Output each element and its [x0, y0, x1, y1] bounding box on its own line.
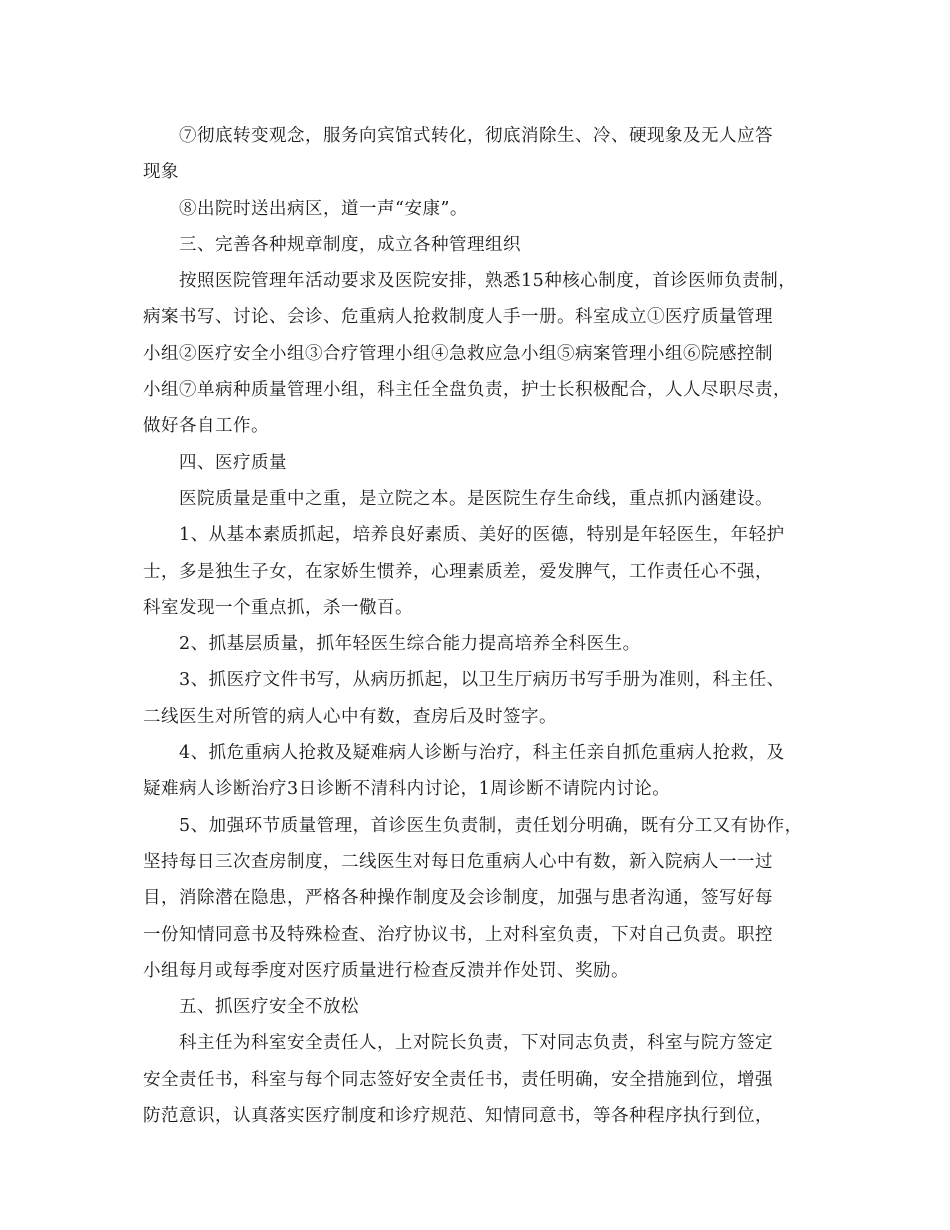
text-line: 小组②医疗安全小组③合疗管理小组④急救应急小组⑤病案管理小组⑥院感控制 [143, 343, 773, 364]
text-line: 病案书写、讨论、会诊、危重病人抢救制度人手一册。科室成立①医疗质量管理 [143, 307, 773, 328]
text-line: 安全责任书，科室与每个同志签好安全责任书，责任明确，安全措施到位，增强 [143, 1069, 773, 1090]
text-line: 二线医生对所管的病人心中有数，查房后及时签字。 [143, 706, 557, 727]
text-line: 目，消除潜在隐患，严格各种操作制度及会诊制度，加强与患者沟通，签写好每 [143, 888, 773, 909]
text-line: 3、抓医疗文件书写，从病历抓起，以卫生厅病历书写手册为准则，科主任、 [179, 670, 785, 691]
text-line: 小组⑦单病种质量管理小组，科主任全盘负责，护士长积极配合，人人尽职尽责， [143, 380, 791, 401]
paragraph [143, 808, 813, 989]
text-line: 科主任为科室安全责任人，上对院长负责，下对同志负责，科室与院方签定 [179, 1033, 773, 1054]
text-line: 做好各自工作。 [143, 416, 269, 437]
text-line: 小组每月或每季度对医疗质量进行检查反溃并作处罚、奖励。 [143, 960, 629, 981]
text-line: 疑难病人诊断治疗3日诊断不清科内讨论，1周诊断不请院内讨论。 [143, 779, 671, 800]
text-line: 按照医院管理年活动要求及医院安排，熟悉15种核心制度，首诊医师负责制， [179, 271, 797, 292]
text-line: 坚持每日三次查房制度，二线医生对每日危重病人心中有数，新入院病人一一过 [143, 851, 773, 872]
paragraph [143, 481, 813, 517]
text-line: ⑦彻底转变观念，服务向宾馆式转化，彻底消除生、冷、硬现象及无人应答 [179, 126, 773, 146]
section-heading [143, 227, 813, 263]
paragraph [143, 626, 813, 662]
document-body [143, 118, 813, 1134]
text-line: 科室发现一个重点抓，杀一儆百。 [143, 597, 413, 618]
text-line: 5、加强环节质量管理，首诊医生负责制，责任划分明确，既有分工又有协作， [179, 815, 803, 836]
text-line: 4、抓危重病人抢救及疑难病人诊断与治疗，科主任亲自抓危重病人抢救，及 [179, 743, 785, 764]
paragraph [143, 662, 813, 735]
text-line: 一份知情同意书及特殊检查、治疗协议书，上对科室负责，下对自己负责。职控 [143, 924, 773, 945]
text-line: 医院质量是重中之重，是立院之本。是医院生存生命线，重点抓内涵建设。 [179, 488, 773, 509]
text-line: ⑧出院时送出病区，道一声“安康”。 [179, 198, 468, 219]
paragraph [143, 735, 813, 808]
text-line: 四、医疗质量 [179, 452, 287, 473]
text-line: 士，多是独生子女，在家娇生惯养，心理素质差，爱发脾气，工作责任心不强， [143, 561, 773, 582]
paragraph [143, 517, 813, 626]
text-line: 现象 [143, 162, 179, 183]
text-line: 2、抓基层质量，抓年轻医生综合能力提高培养全科医生。 [179, 634, 641, 655]
text-line: 1、从基本素质抓起，培养良好素质、美好的医德，特别是年轻医生，年轻护 [179, 525, 785, 546]
text-line: 防范意识，认真落实医疗制度和诊疗规范、知情同意书，等各种程序执行到位， [143, 1106, 773, 1127]
paragraph [143, 191, 813, 227]
paragraph [143, 118, 813, 191]
section-heading [143, 989, 813, 1025]
paragraph [143, 1025, 813, 1134]
text-line: 五、抓医疗安全不放松 [179, 997, 359, 1018]
text-line: 三、完善各种规章制度，成立各种管理组织 [179, 234, 521, 255]
section-heading [143, 445, 813, 481]
paragraph [143, 263, 813, 444]
